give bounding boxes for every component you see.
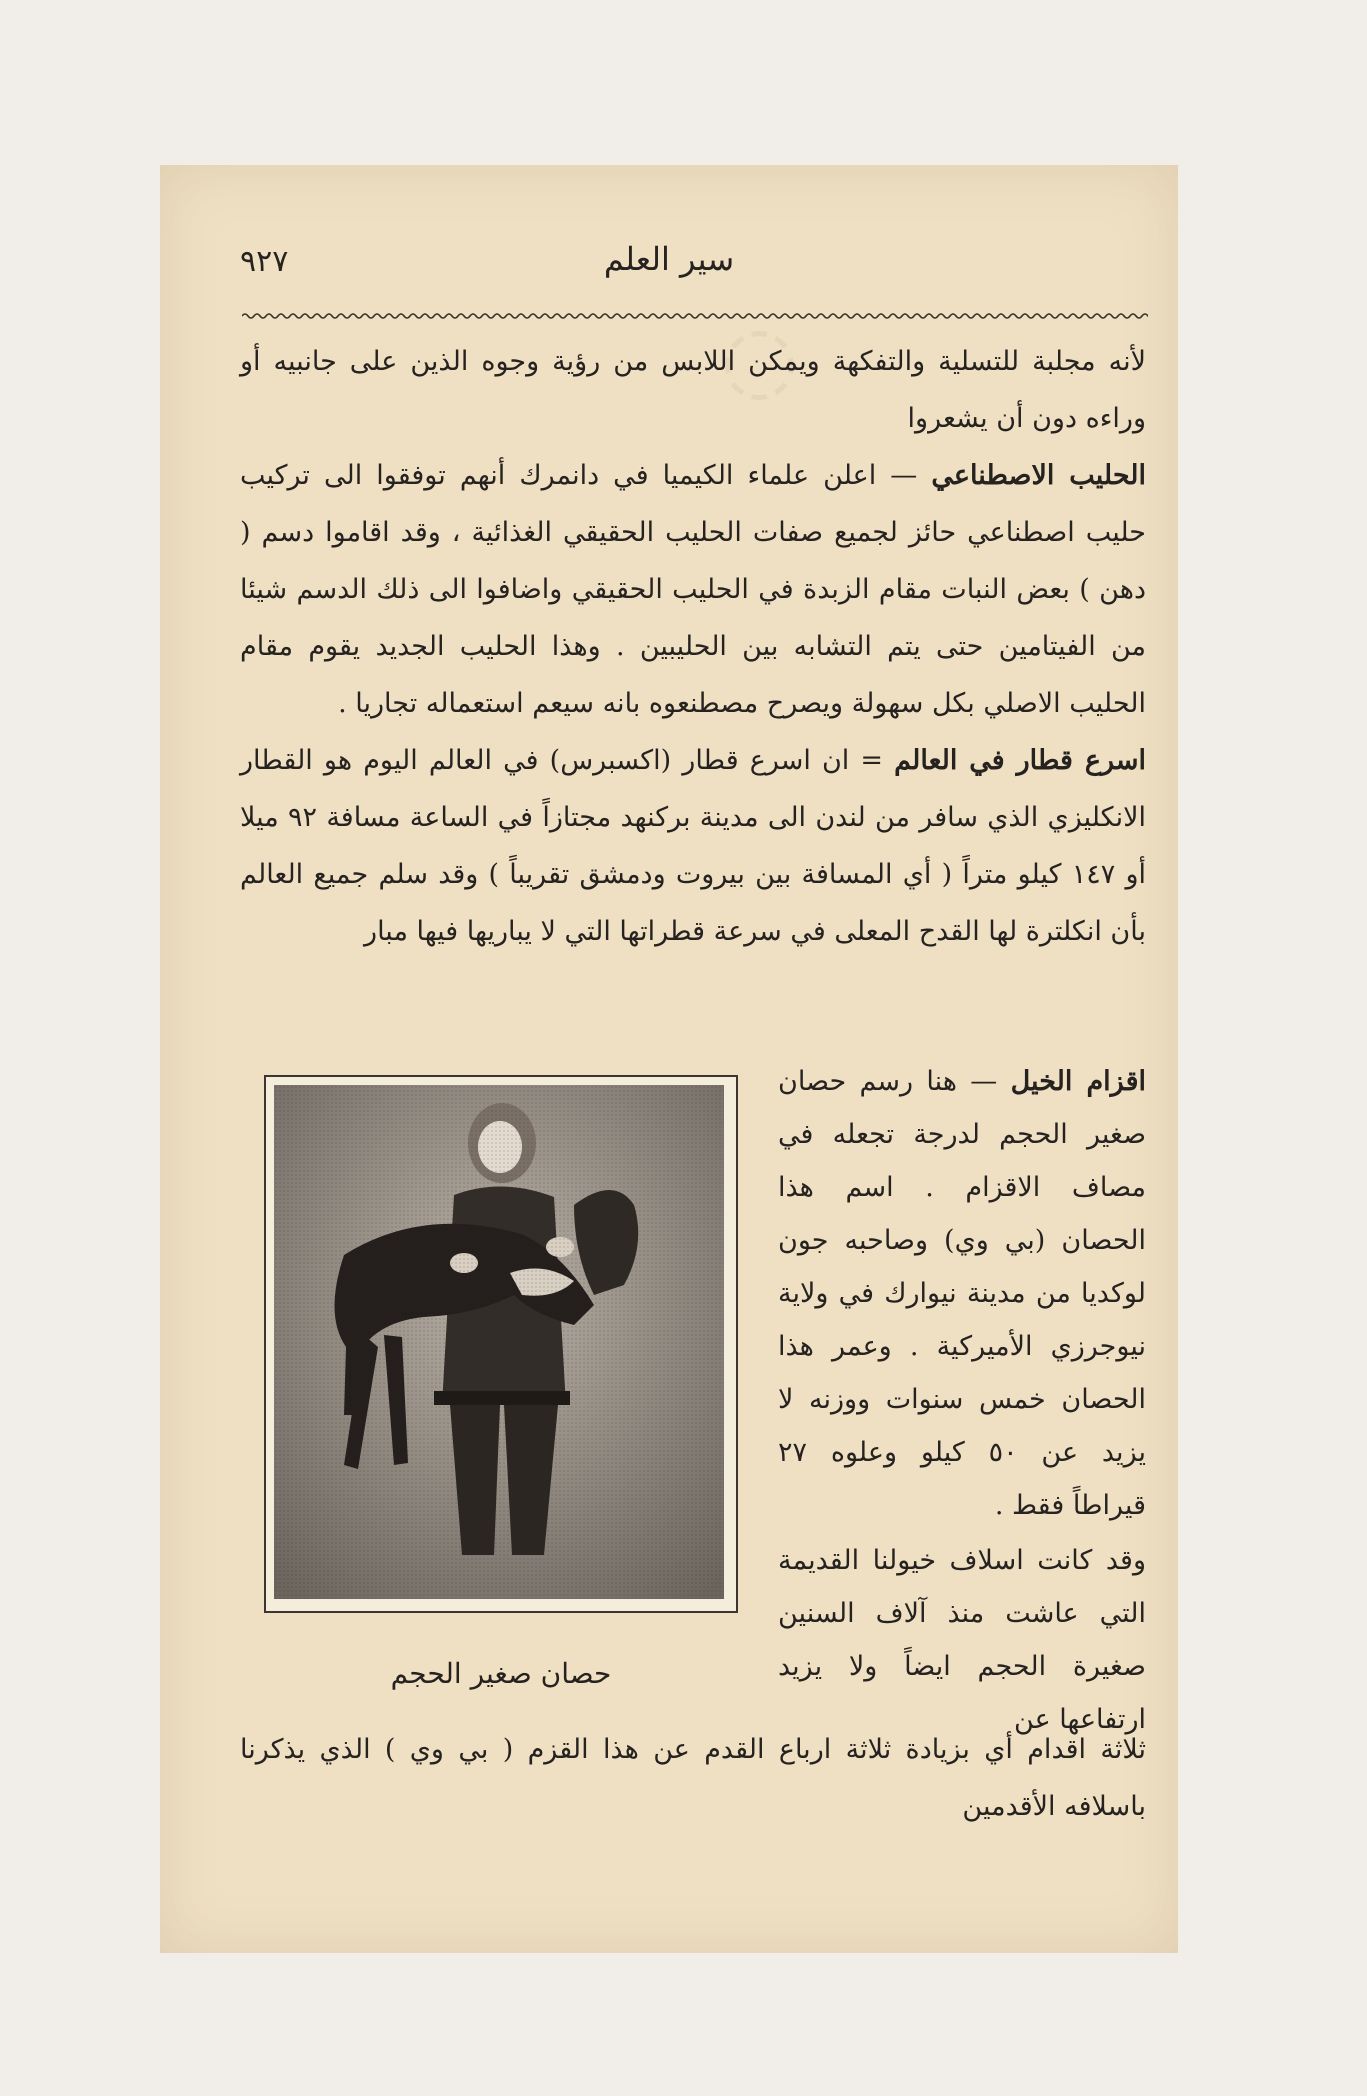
article-horse-continuation [778, 1534, 1146, 1746]
article-fastest-train [240, 732, 1146, 960]
text-beside-figure [778, 1055, 1146, 1746]
article-artificial-milk [240, 447, 1146, 732]
article-text-milk: — اعلن علماء الكيميا في دانمرك أنهم توفقوا الى تركيب حليب اصطناعي حائز لجميع صفات الحليب الحقيقي الغذائية ، وقد اقاموا دسم ( دهن ) بعض النبات مقام الزبدة في الحليب الحقيقي واضافوا الى ذلك الدسم شيئا من الفيتامين حتى يتم التشابه بين الحليبين . وهذا الحليب الجديد يقوم مقام الحليب الاصلي بكل سهولة ويصرح مصطنعوه بانه سيعم استعماله تجاريا . [240, 460, 1146, 719]
intro-text: لأنه مجلبة للتسلية والتفكهة ويمكن اللابس من رؤية وجوه الذين على جانبيه أو وراءه دون أن يشعروا [240, 346, 1146, 434]
article-pony-horses [778, 1055, 1146, 1532]
figure-caption: حصان صغير الحجم [390, 1657, 612, 1690]
page-header [240, 240, 1098, 300]
article-text-horse-continuation: وقد كانت اسلاف خيولنا القديمة التي عاشت منذ آلاف السنين صغيرة الحجم ايضاً ولا يزيد ارتفاعها عن [778, 1545, 1146, 1735]
article-text-horse: — هنا رسم حصان صغير الحجم لدرجة تجعله في مصاف الاقزام . اسم هذا الحصان (بي وي) وصاحبه جون لوكديا من مدينة نيوارك في ولاية نيوجرزي الأميركية . وعمر هذا الحصان خمس سنوات ووزنه لا يزيد عن ٥٠ كيلو وعلوه ٢٧ قيراطاً فقط . [778, 1066, 1146, 1521]
article-text-horse-closing: ثلاثة اقدام أي بزيادة ثلاثة ارباع القدم عن هذا القزم ( بي وي ) الذي يذكرنا باسلافه الأقدمين [240, 1734, 1146, 1822]
article-text-train: = ان اسرع قطار (اكسبرس) في العالم اليوم هو القطار الانكليزي الذي سافر من لندن الى مدينة بركنهد مجتازاً في الساعة مسافة ٩٢ ميلا أو ١٤٧ كيلو متراً ( أي المسافة بين بيروت ودمشق تقريباً ) وقد سلم جميع العالم بأن انكلترة لها القدح المعلى في سرعة قطراتها التي لا يباريها فيها مبار [240, 745, 1147, 947]
main-text-column [240, 333, 1146, 960]
article-heading-train: اسرع قطار في العالم [894, 745, 1146, 776]
article-heading-milk: الحليب الاصطناعي [931, 460, 1146, 491]
wavy-header-rule [242, 311, 1148, 321]
running-title: سير العلم [603, 240, 735, 278]
man-holding-pony-image [274, 1085, 724, 1599]
show-through-marks: ◌ [720, 305, 799, 411]
horse-photograph [264, 1075, 738, 1613]
intro-paragraph [240, 333, 1146, 447]
closing-text [240, 1721, 1146, 1835]
article-heading-horse: اقزام الخيل [1010, 1066, 1146, 1097]
book-page [160, 165, 1178, 1953]
page-number: ٩٢٧ [240, 244, 289, 279]
